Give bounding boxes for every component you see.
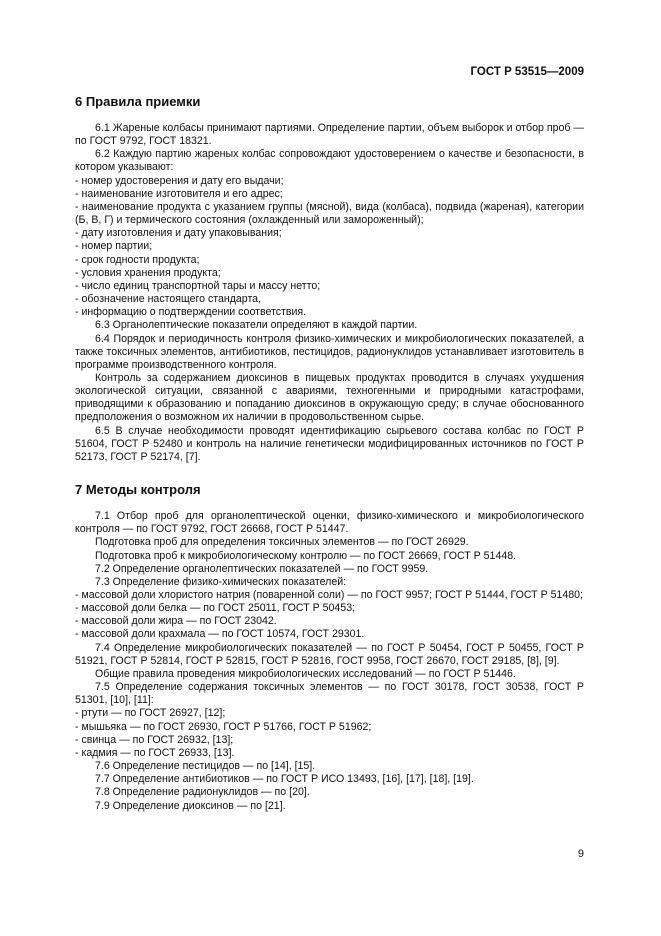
section-6-title: 6 Правила приемки bbox=[75, 94, 201, 109]
list-item: - массовой доли жира — по ГОСТ 23042. bbox=[75, 615, 277, 628]
paragraph: Подготовка проб для определения токсичных элементов — по ГОСТ 26929. bbox=[95, 536, 469, 549]
list-item: - мышьяка — по ГОСТ 26930, ГОСТ Р 51766, ГОСТ Р 51962; bbox=[75, 720, 372, 733]
paragraph: 7.2 Определение органолептических показателей — по ГОСТ 9959. bbox=[95, 562, 429, 575]
paragraph: 7.4 Определение микробиологических показателей — по ГОСТ Р 50454, ГОСТ Р 50455, ГОСТ Р 51921, ГОСТ Р 52814, ГОСТ Р 52815, ГОСТ Р 52816, ГОСТ 9958, ГОСТ 26670, ГОСТ 29185, [8], [9]. bbox=[75, 641, 584, 667]
paragraph: 6.3 Органолептические показатели определяют в каждой партии. bbox=[95, 319, 418, 332]
paragraph: 6.4 Порядок и периодичность контроля физико-химических и микробиологических показателей, а также токсичных элементов, антибиотиков, пестицидов, радионуклидов устанавливает изготовитель в программе производственного контроля. bbox=[75, 332, 584, 371]
list-item: - массовой доли белка — по ГОСТ 25011, ГОСТ Р 50453; bbox=[75, 602, 356, 615]
paragraph: 7.1 Отбор проб для органолептической оценки, физико-химического и микробиологического контроля — по ГОСТ 9792, ГОСТ 26668, ГОСТ Р 51447. bbox=[75, 510, 584, 536]
document-header: ГОСТ Р 53515—2009 bbox=[470, 66, 584, 78]
list-item: - обозначение настоящего стандарта, bbox=[75, 293, 262, 306]
paragraph: 7.3 Определение физико-химических показателей: bbox=[95, 575, 347, 588]
list-item: - условия хранения продукта; bbox=[75, 266, 221, 279]
paragraph: 6.1 Жареные колбасы принимают партиями. Определение партии, объем выборок и отбор проб — по ГОСТ 9792, ГОСТ 18321. bbox=[75, 122, 584, 148]
page-number: 9 bbox=[577, 848, 584, 860]
list-item: - свинца — по ГОСТ 26932, [13]; bbox=[75, 733, 234, 746]
list-item: - дату изготовления и дату упаковывания; bbox=[75, 227, 282, 240]
paragraph: 7.6 Определение пестицидов — по [14], [15]. bbox=[95, 760, 316, 773]
paragraph: 7.9 Определение диоксинов — по [21]. bbox=[95, 799, 286, 812]
list-item: - массовой доли хлористого натрия (поваренной соли) — по ГОСТ 9957; ГОСТ Р 51444, ГОСТ Р 51480; bbox=[75, 589, 583, 601]
list-item: - наименование продукта с указанием группы (мясной), вида (колбаса), подвида (жареная), категории (Б, В, Г) и термического состояния (охлажденный или замороженный); bbox=[75, 200, 584, 227]
list-item: - информацию о подтверждении соответствия. bbox=[75, 306, 307, 319]
paragraph: 7.5 Определение содержания токсичных элементов — по ГОСТ 30178, ГОСТ 30538, ГОСТ Р 51301, [10], [11]: bbox=[75, 681, 584, 707]
list-item: - ртути — по ГОСТ 26927, [12]; bbox=[75, 707, 226, 720]
paragraph: 7.8 Определение радионуклидов — по [20]. bbox=[95, 786, 310, 799]
paragraph: Общие правила проведения микробиологических исследований — по ГОСТ Р 51446. bbox=[95, 667, 516, 680]
paragraph: 6.2 Каждую партию жареных колбас сопровождают удостоверением о качестве и безопасности, в котором указывают: bbox=[75, 148, 584, 174]
list-item: - массовой доли крахмала — по ГОСТ 10574, ГОСТ 29301. bbox=[75, 628, 365, 641]
list-item: - срок годности продукта; bbox=[75, 253, 200, 266]
paragraph: Контроль за содержанием диоксинов в пищевых продуктах проводится в случаях ухудшения экологической ситуации, связанной с авариями, техногенными и природными катастрофами, приводящими к образованию и попаданию диоксинов в окружающую среду; в случае обоснованного предположения о возможном их наличии в продовольственном сырье. bbox=[75, 371, 584, 424]
list-item: - номер удостоверения и дату его выдачи; bbox=[75, 174, 284, 187]
paragraph: Подготовка проб к микробиологическому контролю — по ГОСТ 26669, ГОСТ Р 51448. bbox=[95, 549, 517, 562]
section-6-body bbox=[75, 122, 584, 464]
list-item: - кадмия — по ГОСТ 26933, [13]. bbox=[75, 746, 235, 759]
section-7-title: 7 Методы контроля bbox=[75, 482, 201, 498]
section-7-body bbox=[75, 510, 584, 813]
paragraph: 6.5 В случае необходимости проводят идентификацию сырьевого состава колбас по ГОСТ Р 51604, ГОСТ Р 52480 и контроль на наличие генетически модифицированных источников по ГОСТ Р 52173, ГОСТ Р 52174, [7]. bbox=[75, 424, 584, 463]
list-item: - число единиц транспортной тары и массу нетто; bbox=[75, 279, 321, 292]
list-item: - наименование изготовителя и его адрес; bbox=[75, 187, 283, 200]
list-item: - номер партии; bbox=[75, 240, 153, 253]
paragraph: 7.7 Определение антибиотиков — по ГОСТ Р ИСО 13493, [16], [17], [18], [19]. bbox=[95, 773, 474, 786]
page-content bbox=[75, 94, 584, 813]
